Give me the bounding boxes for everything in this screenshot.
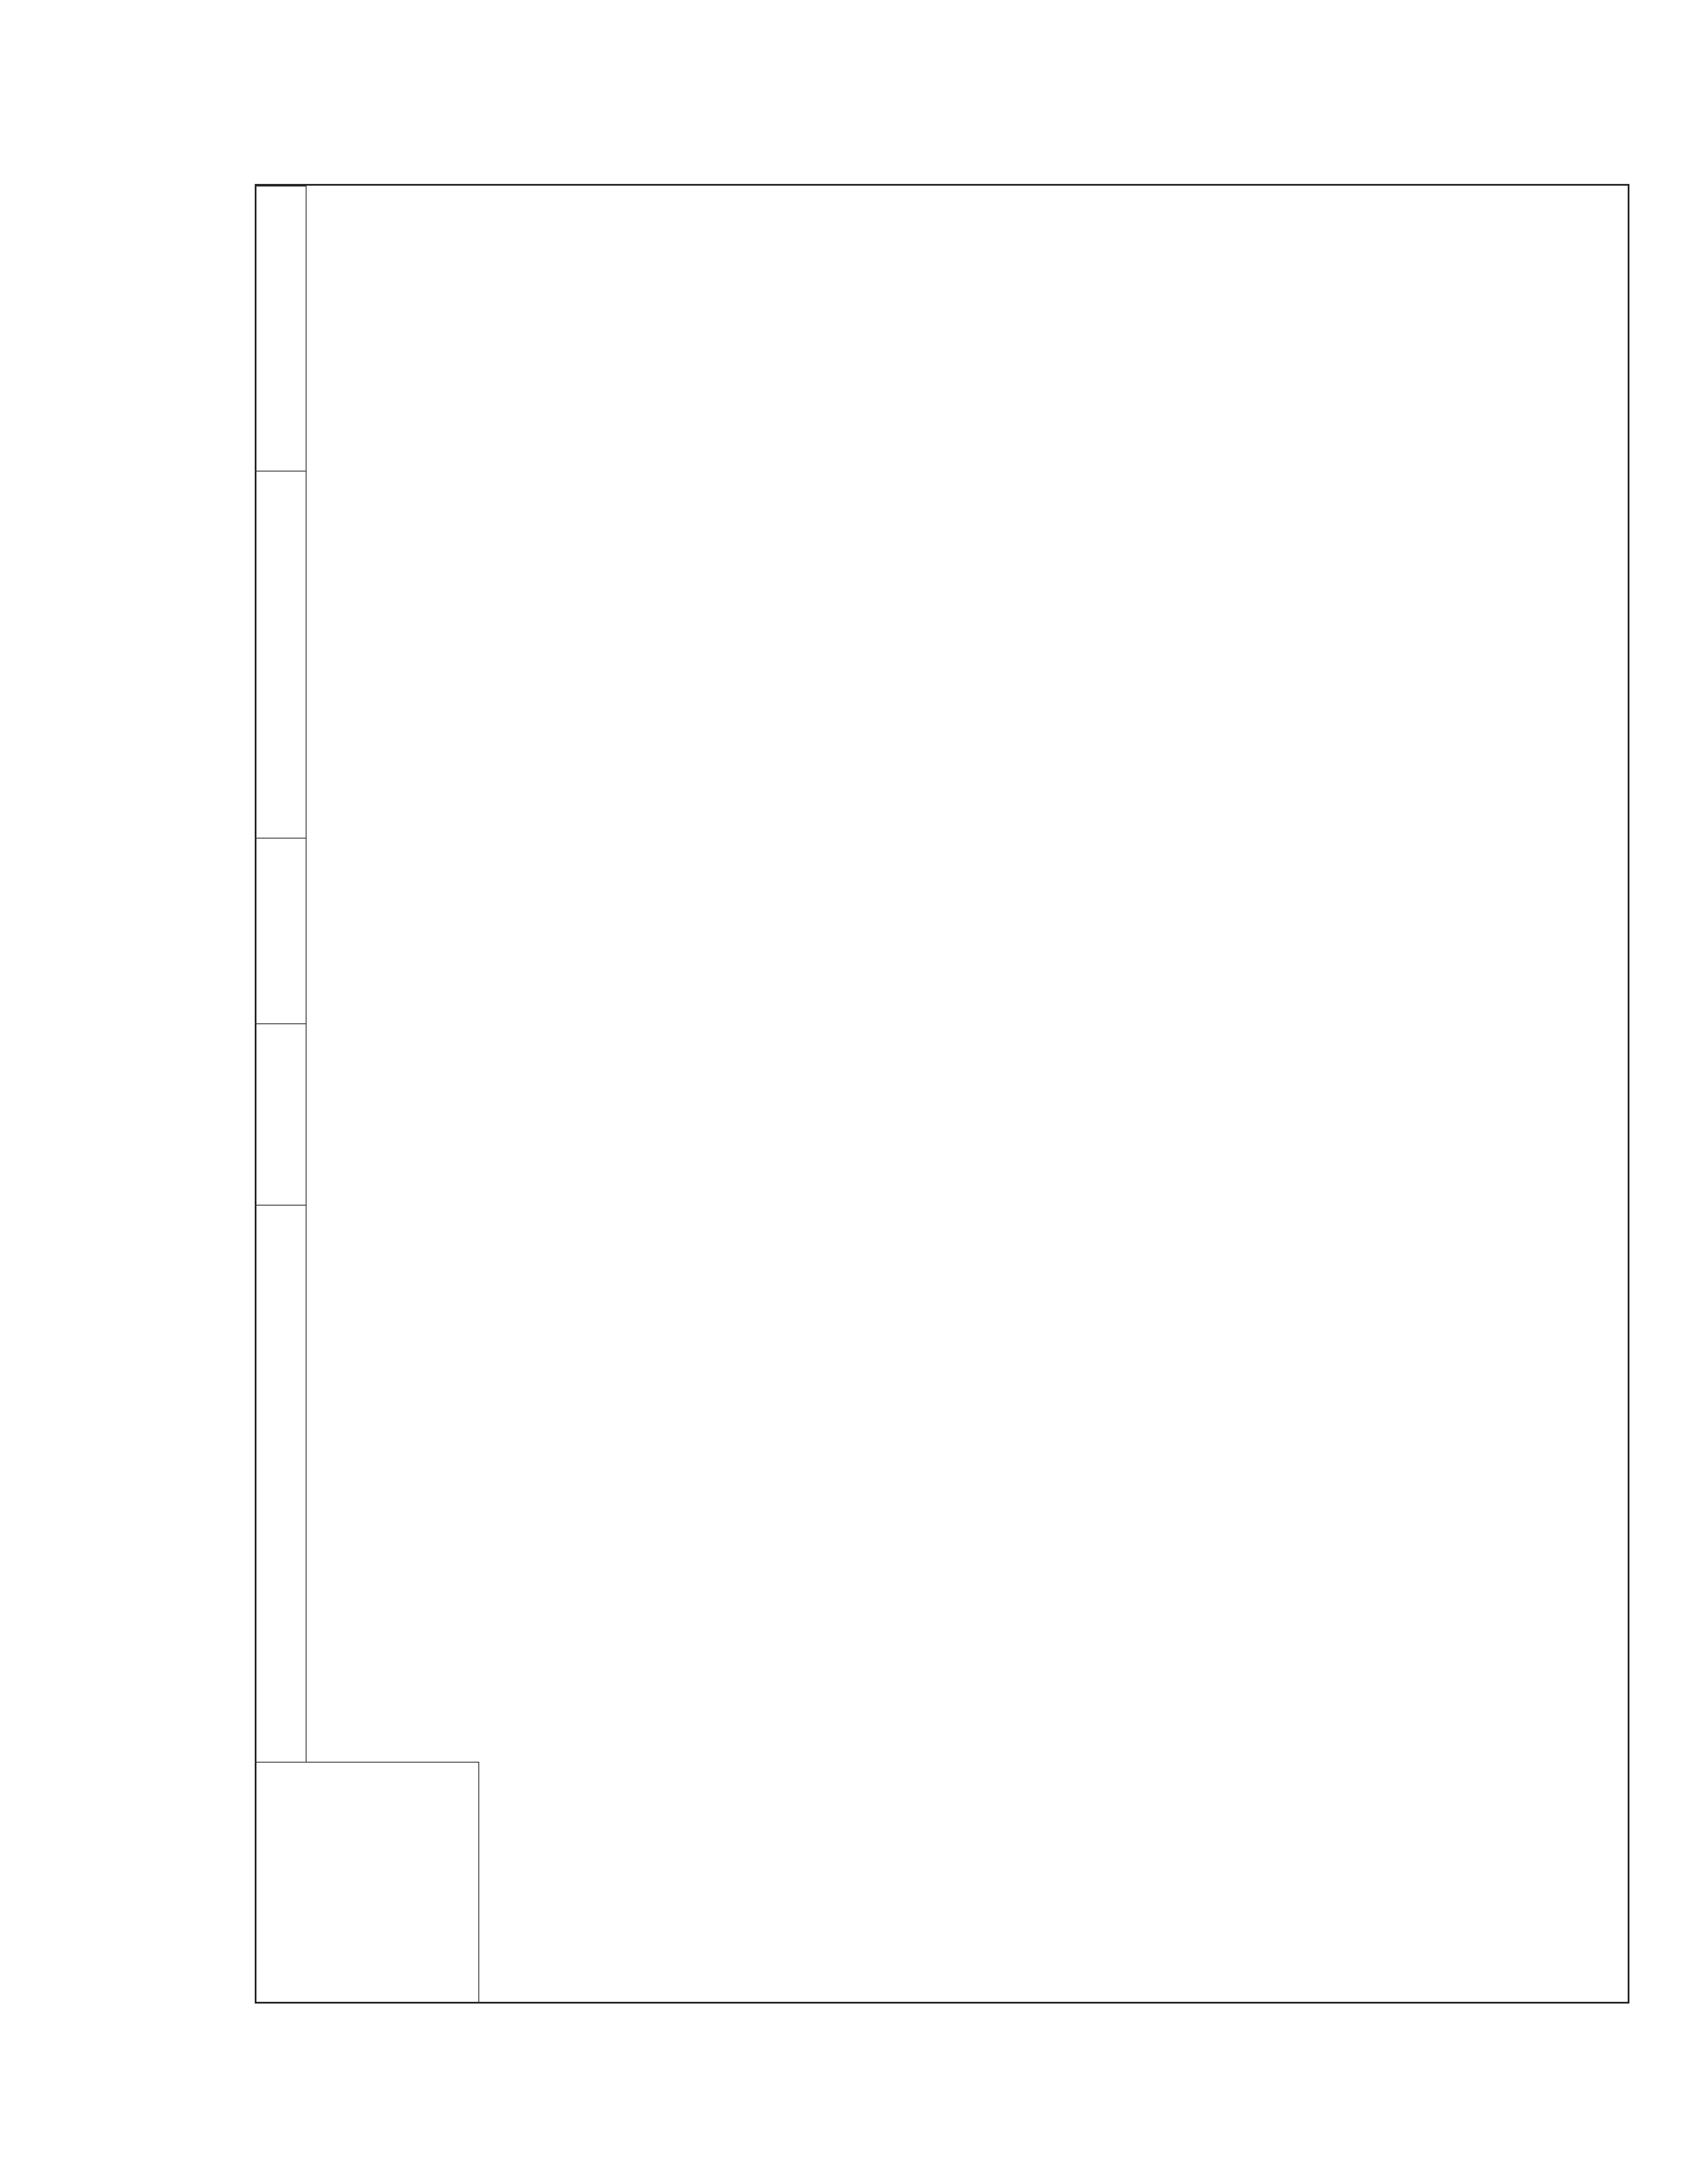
climate-table [255,186,1628,2004]
header-group-luft [255,1205,307,1762]
header-group-tage [255,471,307,838]
table-header [255,186,479,2004]
header-group-wind [255,186,307,471]
header-group-bew [255,1023,307,1205]
header-month [255,1762,479,2004]
header-group-nied [255,838,307,1023]
